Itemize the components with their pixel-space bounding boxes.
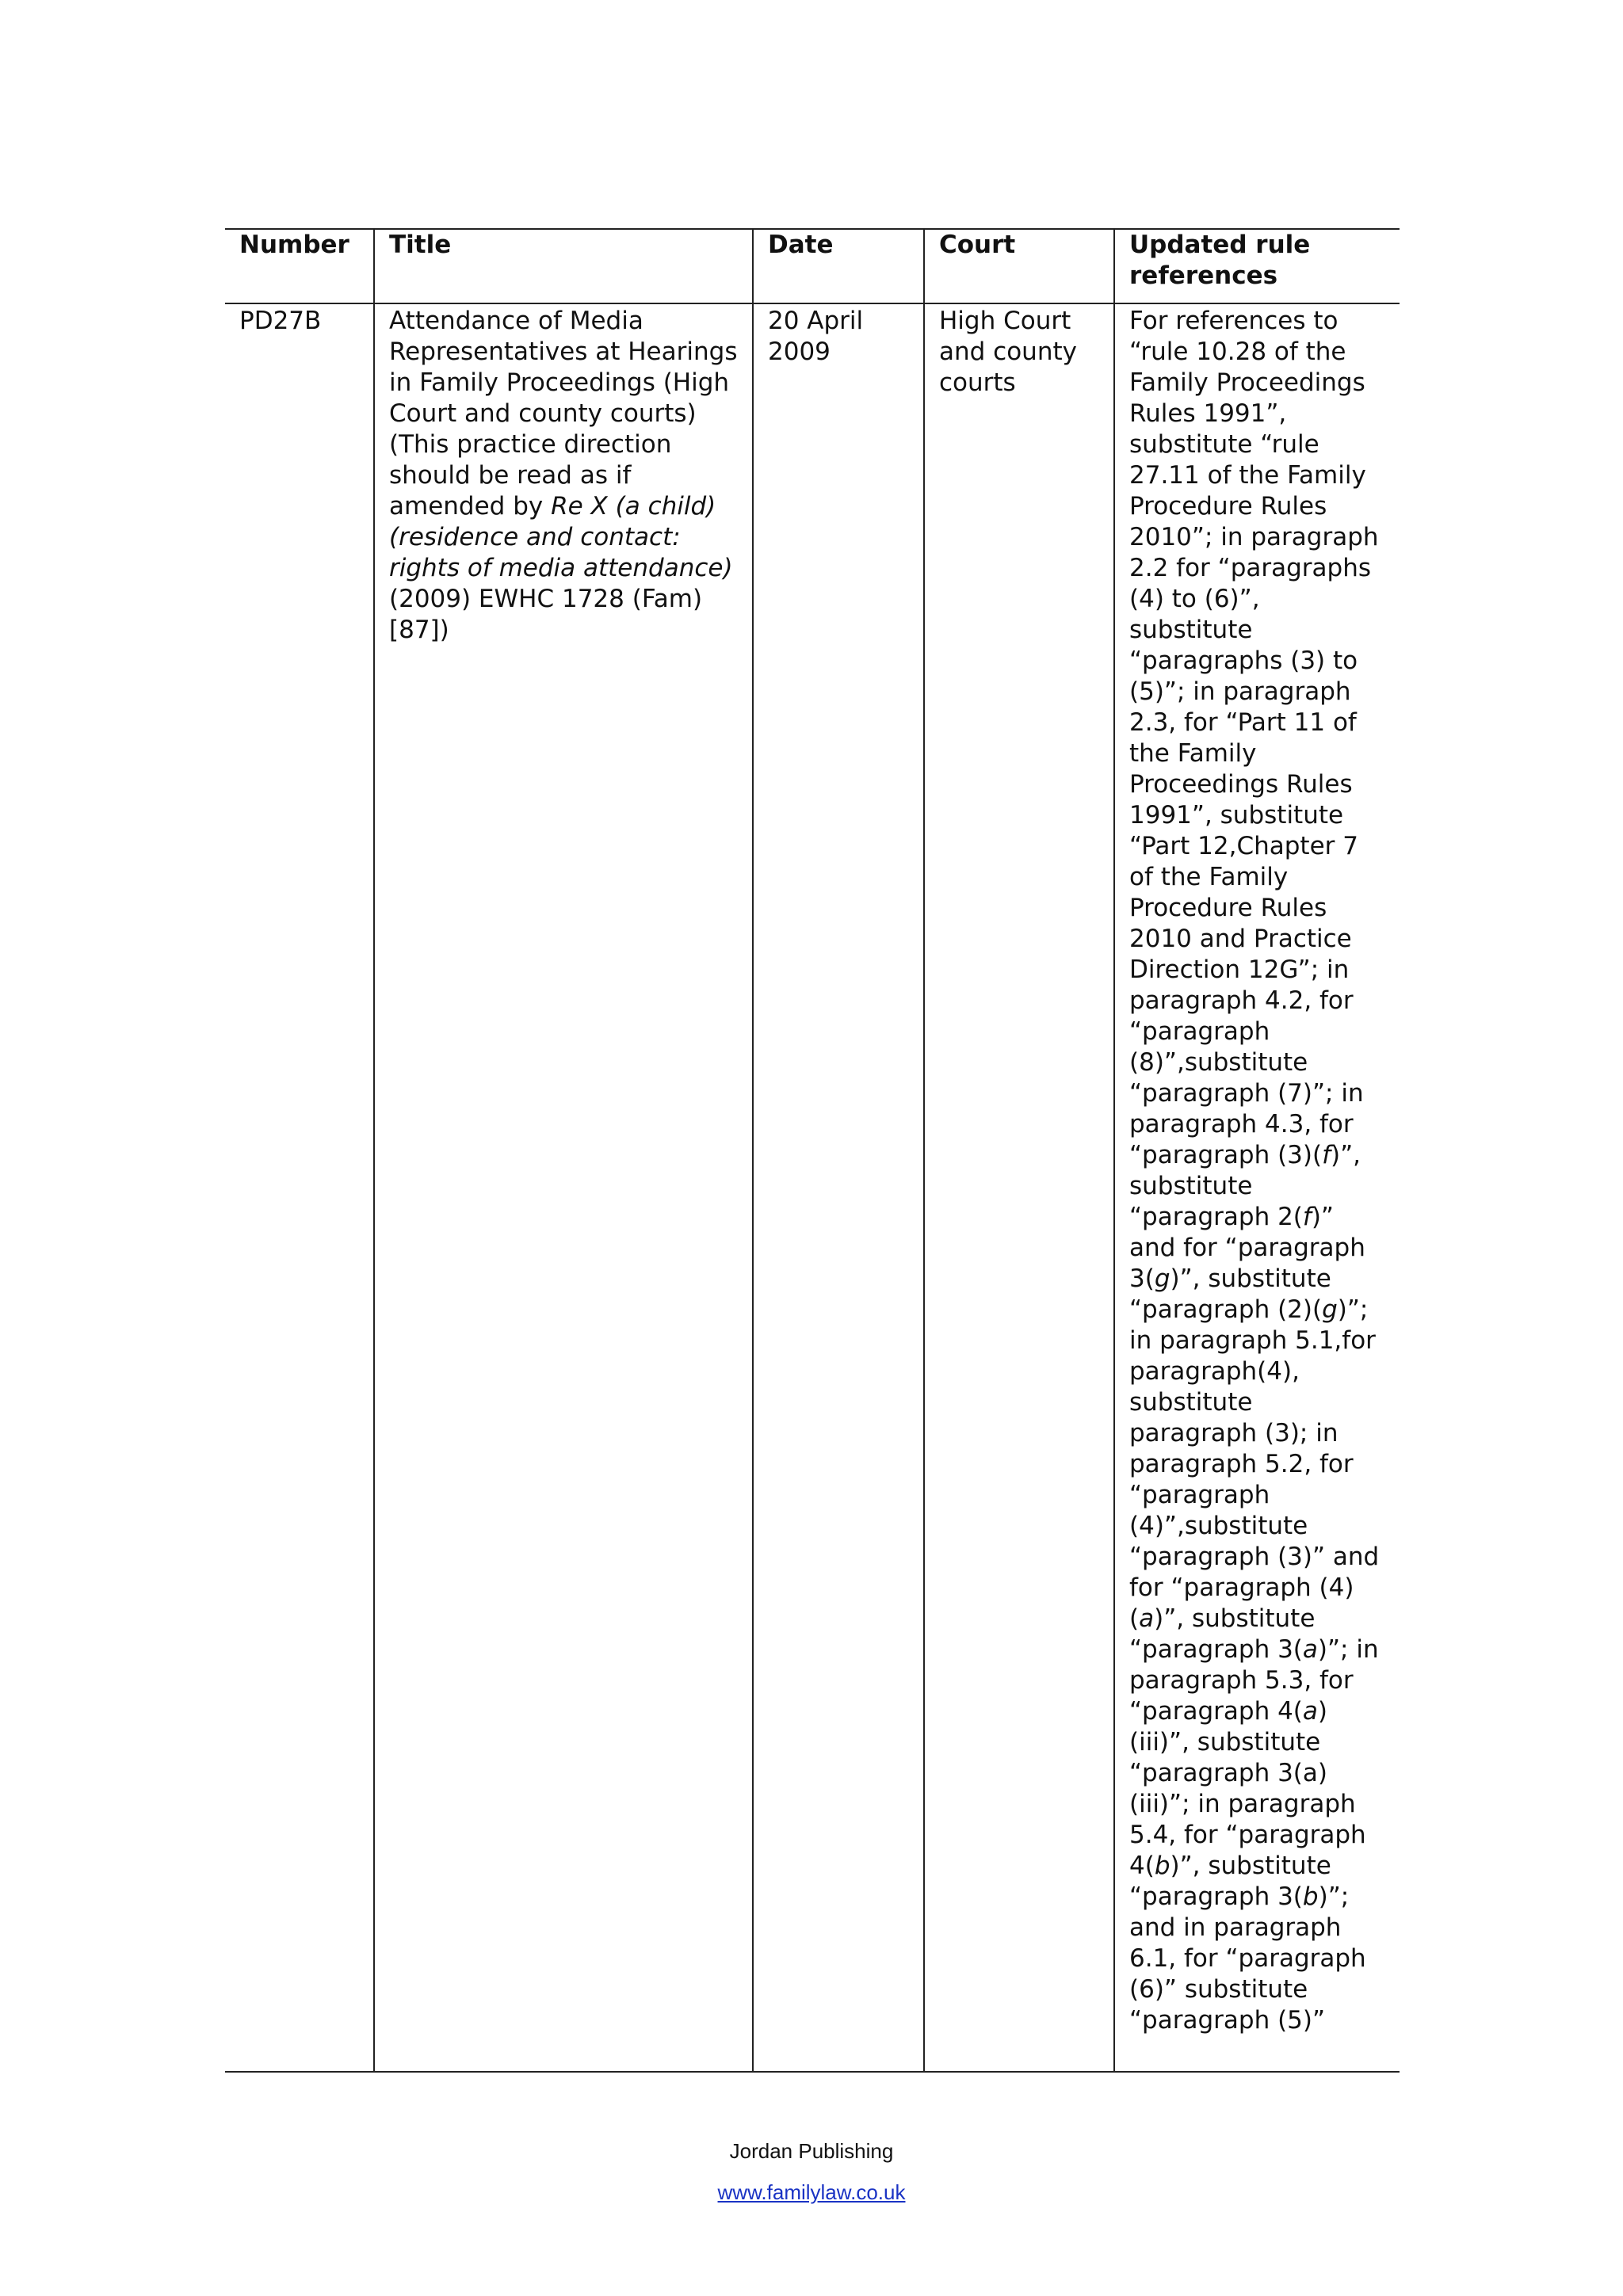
- italic-text-run: f: [1322, 1141, 1331, 1169]
- cell-date: 20 April 2009: [753, 303, 924, 2072]
- text-run: )” and for “paragraph 3(: [1129, 1203, 1365, 1293]
- cell-court: High Court and county courts: [924, 303, 1114, 2072]
- column-header-court: Court: [924, 229, 1114, 303]
- cell-title: [374, 303, 753, 2072]
- text-run: )”, substitute “paragraph 2(: [1129, 1141, 1361, 1231]
- text-run: )”, substitute “paragraph 3(: [1129, 1852, 1331, 1911]
- updated-references-text: [1129, 307, 1379, 2035]
- text-run: )”; and in paragraph 6.1, for “paragraph (6)” substitute “paragraph (5)”: [1129, 1882, 1366, 2035]
- text-run: )(iii)”, substitute “paragraph 3(a)(iii)”; in paragraph 5.4, for “paragraph 4(: [1129, 1697, 1366, 1880]
- italic-text-run: a: [1139, 1604, 1155, 1633]
- table-row: [225, 303, 1400, 2072]
- table-header-row: [225, 229, 1400, 303]
- text-run: Attendance of Media Representatives at Hearings in Family Proceedings (High Court and county courts) (This practice direction should be read as if amended by: [389, 307, 738, 521]
- italic-text-run: Re X (a child) (residence and contact: rights of media attendance): [389, 492, 733, 582]
- title-text: [389, 307, 737, 644]
- italic-text-run: f: [1302, 1203, 1312, 1231]
- text-run: )”, substitute “paragraph 3(: [1129, 1604, 1316, 1664]
- text-run: For references to “rule 10.28 of the Family Proceedings Rules 1991”, substitute “rule 27.11 of the Family Procedure Rules 2010”; in paragraph 2.2 for “paragraphs (4) to (6)”, substitute “paragraphs (3) to (5)”; in paragraph 2.3, for “Part 11 of the Family Proceedings Rules 1991”, substitute “Part 12,Chapter 7 of the Family Procedure Rules 2010 and Practice Direction 12G”; in paragraph 4.2, for “paragraph (8)”,substitute “paragraph (7)”; in paragraph 4.3, for “paragraph (3)(: [1129, 307, 1379, 1169]
- column-header-date: Date: [753, 229, 924, 303]
- column-header-title: Title: [374, 229, 753, 303]
- italic-text-run: g: [1322, 1295, 1338, 1324]
- cell-number: PD27B: [225, 303, 374, 2072]
- practice-direction-table: [225, 228, 1400, 2073]
- italic-text-run: b: [1302, 1882, 1319, 1911]
- cell-updated-rule-references: [1114, 303, 1400, 2072]
- text-run: )”; in paragraph 5.1,for paragraph(4), substitute paragraph (3); in paragraph 5.2, for “paragraph (4)”,substitute “paragraph (3)” and for “paragraph (4)(: [1129, 1295, 1380, 1633]
- italic-text-run: a: [1302, 1697, 1318, 1726]
- column-header-updated-rule-references: Updated rule references: [1114, 229, 1400, 303]
- column-header-number: Number: [225, 229, 374, 303]
- italic-text-run: b: [1154, 1852, 1170, 1880]
- italic-text-run: g: [1154, 1264, 1170, 1293]
- footer-website-link[interactable]: www.familylaw.co.uk: [717, 2180, 906, 2204]
- text-run: )”; in paragraph 5.3, for “paragraph 4(: [1129, 1635, 1379, 1726]
- italic-text-run: a: [1302, 1635, 1318, 1664]
- footer-publisher: Jordan Publishing: [729, 2139, 894, 2163]
- text-run: )”, substitute “paragraph (2)(: [1129, 1264, 1331, 1324]
- text-run: (2009) EWHC 1728 (Fam) [87]): [389, 585, 703, 644]
